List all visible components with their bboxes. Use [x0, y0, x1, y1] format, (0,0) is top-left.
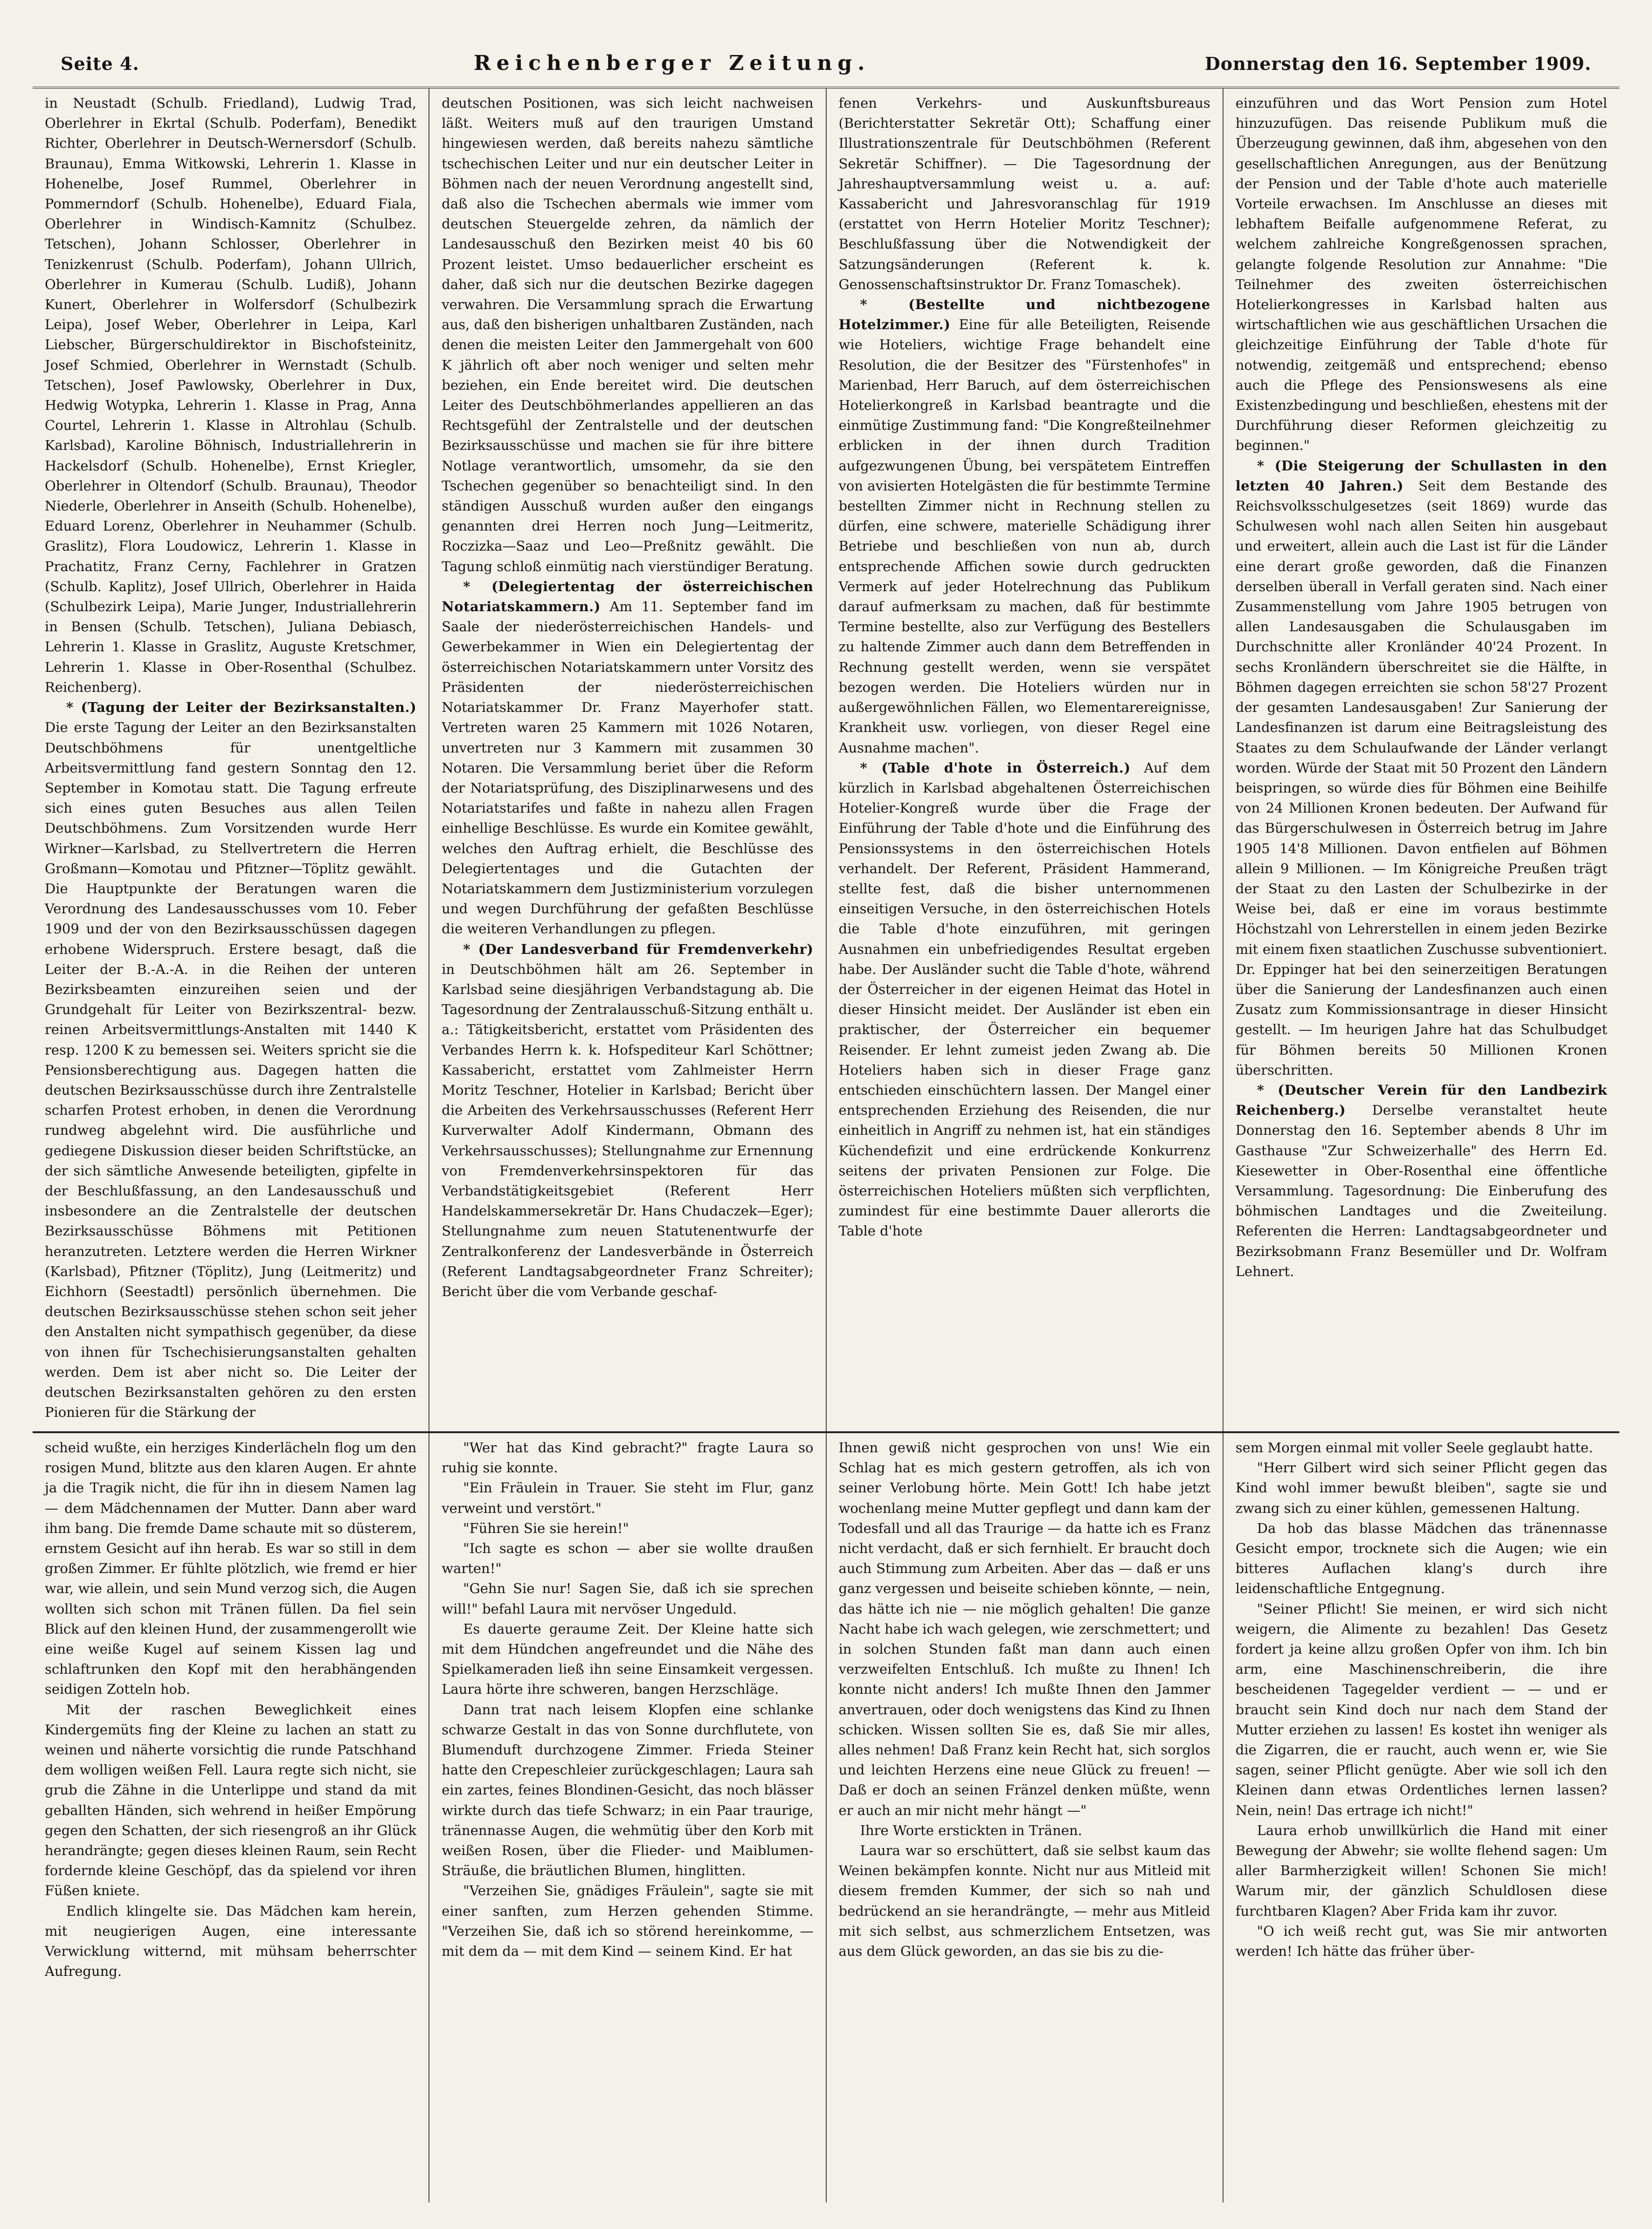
article-text: Derselbe veranstaltet heute Donnerstag den 16. September abends 8 Uhr im Gasthause "Zur Schweizerhalle" des Herrn Ed. Kiesewetter in Ober-Rosenthal eine öffentliche Versammlung. Tagesordnung: Die Einberufung des böhmischen Landtages und die Zweiteilung. Referenten die Herren: Landtagsabgeordneter und Bezirksobmann Franz Besemüller und Dr. Wolfram Lehnert.	[1235, 1102, 1607, 1279]
feuilleton-section	[33, 1433, 1619, 2202]
story-paragraph: "Wer hat das Kind gebracht?" fragte Laura so ruhig sie konnte.	[442, 1440, 814, 1476]
article-text: einzuführen und das Wort Pension zum Hotel hinzuzufügen. Das reisende Publikum muß die Überzeugung gewinnen, daß ihm, abgesehen von den gesellschaftlichen Anregungen, aus der Benützung der Pension und der Table d'hote auch materielle Vorteile erwachsen. Im Anschlusse an dieses mit lebhaftem Beifalle aufgenommene Referat, zu welchem zahlreiche Kongreßgenossen sprachen, gelangte folgende Resolution zur Annahme: "Die Teilnehmer des zweiten österreichischen Hotelierkongresses in Karlsbad halten aus wirtschaftlichen wie aus geschäftlichen Ursachen die gleichzeitige Einführung der Table d'hote für notwendig, zeitgemäß und entsprechend; ebenso auch die Pflege des Pensionswesens als eine Existenzbedingung und beschließen, ehestens mit der Durchführung dieser Reformen gleichzeitig zu beginnen."	[1235, 95, 1607, 454]
article-headline: * (Die Steigerung der Schullasten in den letzten 40 Jahren.)	[1235, 457, 1607, 494]
story-paragraph: "Führen Sie sie herein!"	[463, 1520, 629, 1536]
article-text: Auf dem kürzlich in Karlsbad abgehaltenen Österreichischen Hotelier-Kongreß wurde über die Frage der Einführung der Table d'hote und die Einführung des Pensionssystems in den österreichischen Hotels verhandelt. Der Referent, Präsident Hammerand, stellte fest, daß die bisher unternommenen einseitigen Versuche, in den österreichischen Hotels die Table d'hote einzuführen, mit geringen Ausnahmen ein unbefriedigendes Resultat ergeben habe. Der Ausländer sucht die Table d'hote, während der Österreicher in der eigenen Heimat das Hotel in dieser Hinsicht meidet. Der Ausländer ist eben ein praktischer, der Österreicher ein bequemer Reisender. Er lehnt zumeist jeden Zwang ab. Die Hoteliers haben sich in dieser Frage ganz entschieden einschüchtern lassen. Der Mangel einer entsprechenden Erziehung des Reisenden, die nur einheitlich in Angriff zu nehmen ist, hat ein ständiges Küchendefizit und eine erdrückende Konkurrenz seitens der privaten Pensionen zur Folge. Die österreichischen Hoteliers müßten sich verpflichten, zumindest für eine bestimmte Dauer allerorts die Table d'hote	[838, 759, 1210, 1239]
story-paragraph: Ihnen gewiß nicht gesprochen von uns! Wie ein Schlag hat es mich gestern getroffen, als ich von seiner Verlobung hörte. Mein Gott! Ich habe jetzt wochenlang meine Mutter gepflegt und dann kam der Todesfall und all das Traurige — da hatte ich es Franz nicht verdacht, daß er sich fernhielt. Er braucht doch auch Stimmung zum Arbeiten. Aber das — daß er uns ganz vergessen und beiseite schieben könnte, — nein, das hätte ich nie — nie möglich gehalten! Die ganze Nacht habe ich wach gelegen, wie zerschmettert; und in solchen Stunden faßt man dann auch einen verzweifelten Entschluß. Ich mußte zu Ihnen! Ich konnte nicht anders! Ich mußte Ihnen den Jammer anvertrauen, oder doch wenigstens das Kind zu Ihnen schicken. Wissen sollten Sie es, daß Sie mir alles, alles nehmen! Daß Franz kein Recht hat, sich sorglos und leichten Herzens eine neue Glück zu freuen! — Daß er doch an seinen Fränzel denken müßte, wenn er auch an mir nicht mehr hängt —"	[838, 1440, 1210, 1818]
story-paragraph: "Seiner Pflicht! Sie meinen, er wird sich nicht weigern, die Alimente zu bezahlen! Das Gesetz fordert ja keine allzu großen Opfer von ihm. Ich bin arm, eine Maschinenschreiberin, die ihre bescheidenen Tagegelder verdient — — und er braucht sein Kind doch nur nach dem Stand der Mutter erziehen zu lassen! Es kostet ihn weniger als die Zigarren, die er raucht, auch wenn er, wie Sie sagen, seiner Pflicht genügte. Aber wie soll ich den Kleinen dann etwas Ordentliches lernen lassen? Nein, nein! Das ertrage ich nicht!"	[1235, 1601, 1607, 1818]
story-column-4	[1223, 1433, 1619, 2202]
article-headline: * (Table d'hote in Österreich.)	[860, 759, 1131, 776]
story-column-2	[429, 1433, 826, 2202]
article-text: Seit dem Bestande des Reichsvolksschulgesetzes (seit 1869) wurde das Schulwesen wohl nach allen Seiten hin ausgebaut und erweitert, allein auch die Last ist für die Länder eine derart große geworden, daß die Finanzen derselben überall in Verfall geraten sind. Nach einer Zusammenstellung vom Jahre 1905 betrugen von allen Landesausgaben die Schulausgaben im Durchschnitte aller Kronländer 40'24 Prozent. In sechs Kronländern überschreitet sie die Hälfte, in Böhmen dagegen erreichten sie schon 58'27 Prozent der gesamten Landesausgaben! Zur Sanierung der Landesfinanzen ist darum eine Beitragsleistung des Staates zu dem Schulaufwande der Länder verlangt worden. Würde der Staat mit 50 Prozent den Ländern beispringen, so würde dies für Böhmen eine Beihilfe von 24 Millionen Kronen bedeuten. Der Aufwand für das Bürgerschulwesen in Österreich betrug im Jahre 1905 14'8 Millionen. Davon entfielen auf Böhmen allein 9 Millionen. — Im Königreiche Preußen trägt der Staat zu den Lasten der Schulbezirke in der Weise bei, daß er eine im voraus bestimmte Höchstzahl von Lehrerstellen in einem jeden Bezirke mit einem fixen staatlichen Zuschusse subventioniert. Dr. Eppinger hat bei den seinerzeitigen Beratungen über die Sanierung der Landesfinanzen auch einen Zusatz zum Kommissionsantrage in dieser Hinsicht gestellt. — Im heurigen Jahre hat das Schulbudget für Böhmen bereits 50 Millionen Kronen überschritten.	[1235, 477, 1607, 1078]
news-column-2	[429, 89, 826, 1431]
article-text: Die erste Tagung der Leiter an den Bezirksanstalten Deutschböhmens für unentgeltliche Arbeitsvermittlung fand gestern Sonntag den 12. September in Komotau statt. Die Tagung erfreute sich eines guten Besuches aus allen Teilen Deutschböhmens. Zum Vorsitzenden wurde Herr Wirkner—Karlsbad, zu Stellvertretern die Herren Großmann—Komotau und Pfitzner—Töplitz gewählt. Die Hauptpunkte der Beratungen waren die Verordnung des Landesausschusses vom 10. Feber 1909 und der von den Bezirksausschüssen dagegen erhobene Widerspruch. Erstere besagt, daß die Leiter der B.-A.-A. in die Reihen der unteren Bezirksbeamten einzureihen seien und der Grundgehalt für Leiter von Bezirkszentral- bezw. reinen Arbeitsvermittlungs-Anstalten mit 1440 K resp. 1200 K zu bemessen sei. Weiters spricht sie die Pensionsberechtigung aus. Dagegen hatten die deutschen Bezirksausschüsse durch ihre Zentralstelle scharfen Protest erhoben, in denen die Verordnung rundweg abgelehnt wird. Die ausführliche und gediegene Diskussion dieser beiden Schriftstücke, an der sich sämtliche Anwesende beteiligten, gipfelte in der Beschlußfassung, an den Landesausschuß und insbesondere an die Zentralstelle der deutschen Bezirksausschüsse Böhmens mit Petitionen heranzutreten. Letztere werden die Herren Wirkner (Karlsbad), Pfitzner (Töplitz), Jung (Leitmeritz) und Eichhorn (Seestadtl) persönlich übernehmen. Die deutschen Bezirksausschüsse stehen schon seit jeher den Anstalten nicht sympathisch gegenüber, da diese von ihnen für Tschechisierungsanstalten gehalten werden. Dem ist aber nicht so. Die Leiter der deutschen Bezirksanstalten gehören zu den ersten Pionieren für die Stärkung der	[45, 719, 417, 1421]
article-paragraph	[442, 577, 813, 939]
article-text: Eine für alle Beteiligten, Reisende wie Hoteliers, wichtige Frage behandelt eine Resolution, die der Besitzer des "Fürstenhofes" in Marienbad, Herr Baruch, auf dem österreichischen Hotelierkongreß in Karlsbad beantragte und die einmütige Zustimmung fand: "Die Kongreßteilnehmer erblicken in der ihnen durch Tradition aufgezwungenen Übung, bei verspätetem Eintreffen von avisierten Hotelgästen die für bestimmte Termine bestellten Zimmer nicht in Rechnung stellen zu dürfen, eine schwere, materielle Schädigung ihrer Betriebe und beschließen von nun ab, durch entsprechende Affichen sowie durch gedruckten Vermerk auf jeder Hotelrechnung das Publikum darauf aufmerksam zu machen, daß für bestimmte Termine bestellte, also zur Verfügung des Bestellers zu haltende Zimmer auch dann dem Betreffenden in Rechnung gestellt werden, wenn sie verspätet bezogen werden. Die Hoteliers würden nur in außergewöhnlichen Fällen, wo Elementarereignisse, Krankheit usw. vorliegen, von dieser Regel eine Ausnahme machen".	[838, 317, 1210, 756]
story-paragraph: Da hob das blasse Mädchen das tränennasse Gesicht empor, trocknete sich die Augen; wie ein bitteres Auflachen klang's durch ihre leidenschaftliche Entgegnung.	[1235, 1520, 1607, 1597]
article-text: fenen Verkehrs- und Auskunftsbureaus (Berichterstatter Sekretär Ott); Schaffung einer Illustrationszentrale für Deutschböhmen (Referent Sekretär Schiffner). — Die Tagesordnung der Jahreshauptversammlung weist u. a. auf: Kassabericht und Jahresvoranschlag für 1919 (erstattet von Herrn Hotelier Moritz Teschner); Beschlußfassung über die Notwendigkeit der Satzungsänderungen (Referent k. k. Genossenschaftsinstruktor Dr. Franz Tomaschek).	[838, 95, 1210, 292]
story-paragraph: Es dauerte geraume Zeit. Der Kleine hatte sich mit dem Hündchen angefreundet und die Nähe des Spielkameraden ließ ihn seine Einsamkeit vergessen. Laura hörte ihre schweren, bangen Herzschläge.	[442, 1621, 814, 1698]
story-paragraph: Ihre Worte erstickten in Tränen.	[860, 1822, 1082, 1838]
article-text: deutschen Positionen, was sich leicht nachweisen läßt. Weiters muß auf den traurigen Umstand hingewiesen werden, daß bereits nahezu sämtliche tschechischen Leiter und nur ein deutscher Leiter in Böhmen nach der neuen Verordnung angestellt sind, daß also die Tschechen abermals wie immer vom deutschen Steuergelde zehren, da nämlich der Landesausschuß den Bezirken meist 40 bis 60 Prozent leistet. Umso bedauerlicher erscheint es daher, daß sich nur die deutschen Bezirke dagegen verwahren. Die Versammlung sprach die Erwartung aus, daß den bisherigen unhaltbaren Zuständen, nach denen die meisten Leiter den Jammergehalt von 600 K jährlich oft aber noch weniger und selten mehr beziehen, ein Ende bereitet wird. Die deutschen Leiter des Deutschböhmerlandes appellieren an das Rechtsgefühl der Zentralstelle und der deutschen Bezirksausschüsse und machen sie für ihre bittere Notlage verantwortlich, umsomehr, da sie den Tschechen gegenüber so benachteiligt sind. In den ständigen Ausschuß wurden außer den eingangs genannten drei Herren noch Jung—Leitmeritz, Roczizka—Saaz und Leo—Preßnitz gewählt. Die Tagung schloß einmütig nach vierstündiger Beratung.	[442, 95, 814, 574]
story-paragraph: Dann trat nach leisem Klopfen eine schlanke schwarze Gestalt in das von Sonne durchflutete, von Blumenduft durchzogene Zimmer. Frieda Steiner hatte den Crepeschleier zurückgeschlagen; Laura sah ein zartes, feines Blondinen-Gesicht, das noch blässer wirkte durch das tiefe Schwarz; in ein Paar traurige, tränennasse Augen, die wehmütig über den Korb mit weißen Rosen, über die Flieder- und Maiblumen-Sträuße, die bräutlichen Blumen, hinglitten.	[442, 1701, 814, 1879]
story-paragraph: Laura erhob unwillkürlich die Hand mit einer Bewegung der Abwehr; sie wollte flehend sagen: Um aller Barmherzigkeit willen! Schonen Sie mich! Warum mir, der gänzlich Schuldlosen diese furchtbaren Klagen? Aber Frida kam ihr zuvor.	[1235, 1822, 1607, 1919]
story-paragraph: scheid wußte, ein herziges Kinderlächeln flog um den rosigen Mund, blitzte aus den klaren Augen. Er ahnte ja die Tragik nicht, die für ihn in diesem Namen lag — dem Mädchennamen der Mutter. Dann aber ward ihm bang. Die fremde Dame schaute mit so düsterem, ernstem Gesicht auf ihn herab. Es war so still in dem großen Zimmer. Er fühlte plötzlich, wie fremd er hier war, wie allein, und sein Mund verzog sich, die Augen wollten sich schon mit Tränen füllen. Da fiel sein Blick auf den kleinen Hund, der zusammengerollt wie eine weiße Kugel auf seinem Kissen lag und schlaftrunken den Kopf mit den herabhängenden seidigen Zotteln hob.	[45, 1440, 417, 1698]
story-paragraph: sem Morgen einmal mit voller Seele geglaubt hatte.	[1235, 1440, 1593, 1456]
story-column-3	[827, 1433, 1223, 2202]
page-number: Seite 4.	[61, 53, 139, 74]
story-paragraph: Laura war so erschüttert, daß sie selbst kaum das Weinen bekämpfen konnte. Nicht nur aus Mitleid mit diesem fremden Kummer, der sich so nah und bedrückend an sie herandrängte, — mehr aus Mitleid mit sich selbst, aus schmerzlichem Entsetzen, was aus dem Glück geworden, an das sie bis zu die-	[838, 1843, 1210, 1960]
article-paragraph	[839, 758, 1210, 1242]
story-paragraph: "Ein Fräulein in Trauer. Sie steht im Flur, ganz verweint und verstört."	[442, 1480, 814, 1516]
story-paragraph: "Ich sagte es schon — aber sie wollte draußen warten!"	[442, 1540, 814, 1577]
article-headline: * (Der Landesverband für Fremdenverkehr)	[463, 941, 814, 957]
article-paragraph	[442, 939, 813, 1302]
story-paragraph: "Verzeihen Sie, gnädiges Fräulein", sagte sie mit einer sanften, zum Herzen gehenden Stimme. "Verzeihen Sie, daß ich so störend hereinkomme, — mit dem da — mit dem Kind — seinem Kind. Er hat	[442, 1883, 814, 1960]
story-paragraph: Mit der raschen Beweglichkeit eines Kindergemüts fing der Kleine zu lachen an statt zu weinen und näherte vorsichtig die runde Patschhand dem wolligen weißen Fell. Laura regte sich nicht, sie grub die Zähne in die Unterlippe und stand da mit geballten Händen, sich wehrend in heißer Empörung gegen den Schatten, der sich riesengroß an ihr Glück herandrängte; gegen dieses kleinen Raum, sein Recht fordernde kleine Geschöpf, das da spielend vor ihren Füßen kniete.	[45, 1701, 417, 1899]
article-paragraph	[1236, 456, 1607, 1080]
article-headline: * (Deutscher Verein für den Landbezirk Reichenberg.)	[1235, 1082, 1607, 1118]
article-text: in Neustadt (Schulb. Friedland), Ludwig Trad, Oberlehrer in Ekrtal (Schulb. Poderfam), Benedikt Richter, Oberlehrer in Deutsch-Wernersdorf (Schulb. Braunau), Emma Witkowski, Lehrerin 1. Klasse in Hohenelbe, Josef Rummel, Oberlehrer in Pommerndorf (Schulb. Hohenelbe), Eduard Fiala, Oberlehrer in Windisch-Kamnitz (Schulbez. Tetschen), Johann Schlosser, Oberlehrer in Tenizkenrust (Schulb. Poderfam), Johann Ullrich, Oberlehrer in Kumerau (Schulb. Ludiß), Johann Kunert, Oberlehrer in Wolfersdorf (Schulbezirk Leipa), Josef Weber, Oberlehrer in Leipa, Karl Liebscher, Bürgerschuldirektor in Bischofsteinitz, Josef Schmied, Oberlehrer in Wernstadt (Schulb. Tetschen), Josef Pawlowsky, Oberlehrer in Dux, Hedwig Wotypka, Lehrerin 1. Klasse in Prag, Anna Courtel, Lehrerin 1. Klasse in Altrohlau (Schulb. Karlsbad), Karoline Böhnisch, Industriallehrerin in Hackelsdorf (Schulb. Hohenelbe), Ernst Kriegler, Oberlehrer in Oltendorf (Schulb. Braunau), Theodor Niederle, Oberlehrer in Anseith (Schulb. Hohenelbe), Eduard Lorenz, Oberlehrer in Neuhammer (Schulb. Graslitz), Flora Loudowicz, Lehrerin 1. Klasse in Prachatitz, Franz Cerny, Fachlehrer in Gratzen (Schulb. Kaplitz), Josef Ullrich, Oberlehrer in Haida (Schulbezirk Leipa), Marie Junger, Industriallehrerin in Bensen (Schulb. Tetschen), Juliana Debiasch, Lehrerin 1. Klasse in Graslitz, Auguste Kretschmer, Lehrerin 1. Klasse in Ober-Rosenthal (Schulbez. Reichenberg).	[45, 95, 417, 695]
article-text: Am 11. September fand im Saale der niederösterreichischen Handels- und Gewerbekammer in Wien ein Delegiertentag der österreichischen Notariatskammern unter Vorsitz des Präsidenten der niederösterreichischen Notariatskammer Dr. Franz Mayerhofer statt. Vertreten waren 25 Kammern mit 1026 Notaren, unvertreten nur 3 Kammern mit zusammen 30 Notaren. Die Versammlung beriet über die Reform der Notariatsprüfung, des Disziplinarwesens und des Notariatstarifes und faßte in nahezu allen Fragen einhellige Beschlüsse. Es wurde ein Komitee gewählt, welches den Auftrag erhielt, die Beschlüsse des Delegiertentages und die Gutachten der Notariatskammern dem Justizministerium vorzulegen und wegen Durchführung der gefaßten Beschlüsse die weiteren Verhandlungen zu pflegen.	[442, 599, 814, 937]
article-paragraph	[1236, 1080, 1607, 1282]
article-paragraph	[45, 697, 416, 1422]
article-headline: * (Delegiertentag der österreichischen Notariatskammern.)	[442, 578, 814, 615]
story-paragraph: "Gehn Sie nur! Sagen Sie, daß ich sie sprechen will!" befahl Laura mit nervöser Ungeduld.	[442, 1580, 814, 1617]
issue-date: Donnerstag den 16. September 1909.	[1204, 53, 1591, 74]
article-paragraph	[839, 295, 1210, 758]
newspaper-title: Reichenberger Zeitung.	[474, 51, 871, 75]
news-column-4	[1223, 89, 1619, 1431]
story-column-1	[33, 1433, 429, 2202]
story-paragraph: "Herr Gilbert wird sich seiner Pflicht gegen das Kind wohl immer bewußt bleiben", sagte sie und zwang sich zu einer kühlen, gemessenen Haltung.	[1235, 1460, 1607, 1516]
page-header	[33, 33, 1619, 89]
article-text: in Deutschböhmen hält am 26. September in Karlsbad seine diesjährigen Verbandstagung ab. Die Tagesordnung der Zentralausschuß-Sitzung enthält u. a.: Tätigkeitsbericht, erstattet vom Präsidenten des Verbandes Herrn k. k. Hofspediteur Karl Schöttner; Kassabericht, erstattet vom Zahlmeister Herrn Moritz Teschner, Hotelier in Karlsbad; Bericht über die Arbeiten des Verkehrsausschusses (Referent Herr Kurverwalter Adolf Kindermann, Obmann des Verkehrsausschusses); Stellungnahme zur Ernennung von Fremdenverkehrsinspektoren für das Verbandstätigkeitsgebiet (Referent Herr Handelskammersekretär Dr. Hans Chudaczek—Eger); Stellungnahme zum neuen Statutenentwurfe der Zentralkonferenz der Landesverbände in Österreich (Referent Landtagsabgeordneter Franz Schreiter); Bericht über die vom Verbande geschaf-	[442, 961, 814, 1299]
article-headline: * (Bestellte und nichtbezogene Hotelzimmer.)	[838, 297, 1210, 333]
news-column-1	[33, 89, 429, 1431]
story-paragraph: Endlich klingelte sie. Das Mädchen kam herein, mit neugierigen Augen, eine interessante Verwicklung witternd, mit mühsam beherrschter Aufregung.	[45, 1903, 417, 1980]
article-headline: * (Tagung der Leiter der Bezirksanstalten.)	[66, 699, 417, 716]
story-paragraph: "O ich weiß recht gut, was Sie mir antworten werden! Ich hätte das früher über-	[1235, 1923, 1607, 1960]
news-section	[33, 89, 1619, 1433]
news-column-3	[827, 89, 1223, 1431]
